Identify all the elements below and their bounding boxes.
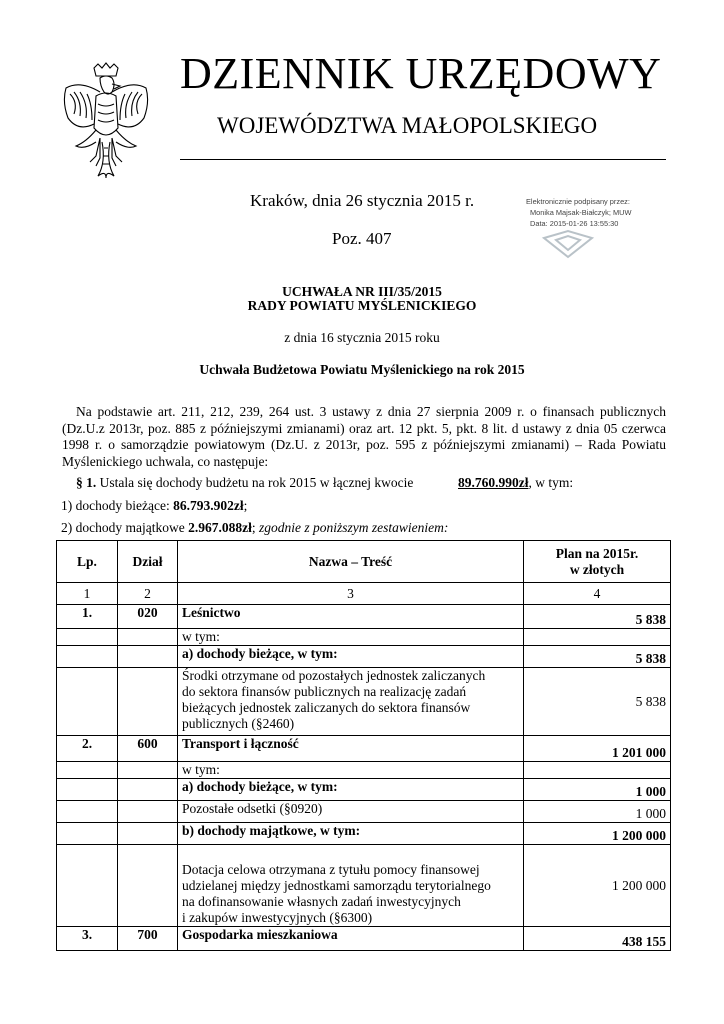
row-amount: 5 838 xyxy=(524,668,671,736)
row-name-line: i zakupów inwestycyjnych (§6300) xyxy=(182,910,373,925)
total-income-amount: 89.760.990zł xyxy=(458,475,529,490)
row-amount: 5 838 xyxy=(524,646,671,668)
table-row xyxy=(57,605,671,629)
table-row xyxy=(57,845,671,927)
table-row xyxy=(57,668,671,736)
row-lp xyxy=(57,779,118,801)
section-1 xyxy=(76,475,413,491)
row-lp: 3. xyxy=(57,927,118,951)
row-name: Pozostałe odsetki (§0920) xyxy=(178,801,524,823)
signature-line-2: Monika Majsak-Białczyk; MUW xyxy=(530,208,632,218)
capital-income-amount: 2.967.088zł xyxy=(188,520,252,535)
row-amount xyxy=(524,762,671,779)
row-lp xyxy=(57,823,118,845)
resolution-date: z dnia 16 stycznia 2015 roku xyxy=(284,330,440,345)
row-dzial: 020 xyxy=(118,605,178,629)
row-lp: 2. xyxy=(57,736,118,762)
section-1-text: Ustala się dochody budżetu na rok 2015 w łącznej kwocie xyxy=(99,475,414,490)
row-amount: 1 000 xyxy=(524,801,671,823)
table-row xyxy=(57,646,671,668)
header-plan-line-1: Plan na 2015r. xyxy=(555,545,639,561)
row-amount: 1 200 000 xyxy=(524,845,671,927)
resolution-council: RADY POWIATU MYŚLENICKIEGO xyxy=(247,298,477,313)
row-name-line: udzielanej między jednostkami samorządu terytorialnego xyxy=(182,878,491,893)
row-lp xyxy=(57,646,118,668)
row-name: b) dochody majątkowe, w tym: xyxy=(178,823,524,845)
row-name: a) dochody bieżące, w tym: xyxy=(178,646,524,668)
polish-eagle-emblem-icon xyxy=(60,62,152,180)
row-dzial: 600 xyxy=(118,736,178,762)
electronic-signature-block xyxy=(526,196,716,230)
table-row xyxy=(57,801,671,823)
row-amount: 438 155 xyxy=(524,927,671,951)
row-lp xyxy=(57,762,118,779)
column-number-row xyxy=(57,583,671,605)
colnum-3: 3 xyxy=(178,583,524,605)
row-name: Transport i łączność xyxy=(178,736,524,762)
preamble-text: Na podstawie art. 211, 212, 239, 264 ust. 3 ustawy z dnia 27 sierpnia 2009 r. o finansach publicznych (Dz.U.z 2013r, poz. 885 z późniejszymi zmianami) oraz art. 12 pkt. 5, pkt. 8 lit. d ustawy z dnia 05 czerwca 1998 r. o samorządzie powiatowym (Dz.U. z 2013r, poz. 595 z późniejszymi zmianami) – Rada Powiatu Myślenickiego uchwala, co następuje: xyxy=(62,404,666,469)
header-plan xyxy=(524,541,671,583)
resolution-number: UCHWAŁA NR III/35/2015 xyxy=(282,284,442,299)
current-income-line xyxy=(61,498,247,514)
row-dzial xyxy=(118,801,178,823)
place-date: Kraków, dnia 26 stycznia 2015 r. xyxy=(250,191,475,210)
row-lp xyxy=(57,668,118,736)
row-name xyxy=(178,668,524,736)
header-divider xyxy=(180,159,666,160)
table-row xyxy=(57,762,671,779)
row-amount: 5 838 xyxy=(524,605,671,629)
row-name: a) dochody bieżące, w tym: xyxy=(178,779,524,801)
header-lp: Lp. xyxy=(57,541,118,583)
row-name-line: publicznych (§2460) xyxy=(182,716,295,731)
signature-stamp-icon xyxy=(536,228,600,260)
row-lp xyxy=(57,845,118,927)
row-lp xyxy=(57,629,118,646)
preamble-paragraph xyxy=(62,404,666,470)
row-dzial xyxy=(118,646,178,668)
table-row xyxy=(57,823,671,845)
row-name: Gospodarka mieszkaniowa xyxy=(178,927,524,951)
capital-income-line xyxy=(61,520,448,536)
current-income-label: 1) dochody bieżące: xyxy=(61,498,170,513)
current-income-suffix: ; xyxy=(243,498,248,513)
row-amount: 1 000 xyxy=(524,779,671,801)
capital-income-suffix: ; xyxy=(251,520,256,535)
capital-income-label: 2) dochody majątkowe xyxy=(61,520,185,535)
row-name-line: bieżących jednostek zaliczanych do sektora finansów xyxy=(182,700,471,715)
row-name-line: na dofinansowanie własnych zadań inwestycyjnych xyxy=(182,894,461,909)
row-dzial xyxy=(118,779,178,801)
row-dzial: 700 xyxy=(118,927,178,951)
row-dzial xyxy=(118,629,178,646)
row-name-line: do sektora finansów publicznych na realizację zadań xyxy=(182,684,467,699)
row-dzial xyxy=(118,823,178,845)
section-1-suffix: , w tym: xyxy=(528,475,574,490)
row-lp xyxy=(57,801,118,823)
journal-subtitle: WOJEWÓDZTWA MAŁOPOLSKIEGO xyxy=(217,113,598,138)
table-row xyxy=(57,736,671,762)
header-plan-line-2: w złotych xyxy=(569,561,625,577)
row-amount: 1 200 000 xyxy=(524,823,671,845)
section-1-label: § 1. xyxy=(76,475,97,490)
section-1-amount-line xyxy=(458,475,573,491)
current-income-amount: 86.793.902zł xyxy=(173,498,244,513)
journal-title: DZIENNIK URZĘDOWY xyxy=(180,49,662,98)
row-dzial xyxy=(118,762,178,779)
table-row xyxy=(57,629,671,646)
row-name-line: Dotacja celowa otrzymana z tytułu pomocy finansowej xyxy=(182,862,480,877)
row-name: w tym: xyxy=(178,629,524,646)
row-lp: 1. xyxy=(57,605,118,629)
resolution-subject: Uchwała Budżetowa Powiatu Myślenickiego na rok 2015 xyxy=(199,362,525,377)
row-name: w tym: xyxy=(178,762,524,779)
table-row xyxy=(57,779,671,801)
row-name xyxy=(178,845,524,927)
row-dzial xyxy=(118,668,178,736)
colnum-4: 4 xyxy=(524,583,671,605)
header-nazwa: Nazwa – Treść xyxy=(178,541,524,583)
signature-line-3: Data: 2015-01-26 13:55:30 xyxy=(530,219,619,229)
row-amount xyxy=(524,629,671,646)
table-row xyxy=(57,927,671,951)
position-number: Poz. 407 xyxy=(332,229,392,248)
header-dzial: Dział xyxy=(118,541,178,583)
colnum-1: 1 xyxy=(57,583,118,605)
row-amount: 1 201 000 xyxy=(524,736,671,762)
row-dzial xyxy=(118,845,178,927)
income-table xyxy=(56,540,671,951)
capital-income-note: zgodnie z poniższym zestawieniem: xyxy=(258,520,449,535)
row-name-line: Środki otrzymane od pozostałych jednostek zaliczanych xyxy=(182,668,486,683)
colnum-2: 2 xyxy=(118,583,178,605)
signature-line-1: Elektronicznie podpisany przez: xyxy=(526,197,630,206)
row-name: Leśnictwo xyxy=(178,605,524,629)
table-header-row xyxy=(57,541,671,583)
